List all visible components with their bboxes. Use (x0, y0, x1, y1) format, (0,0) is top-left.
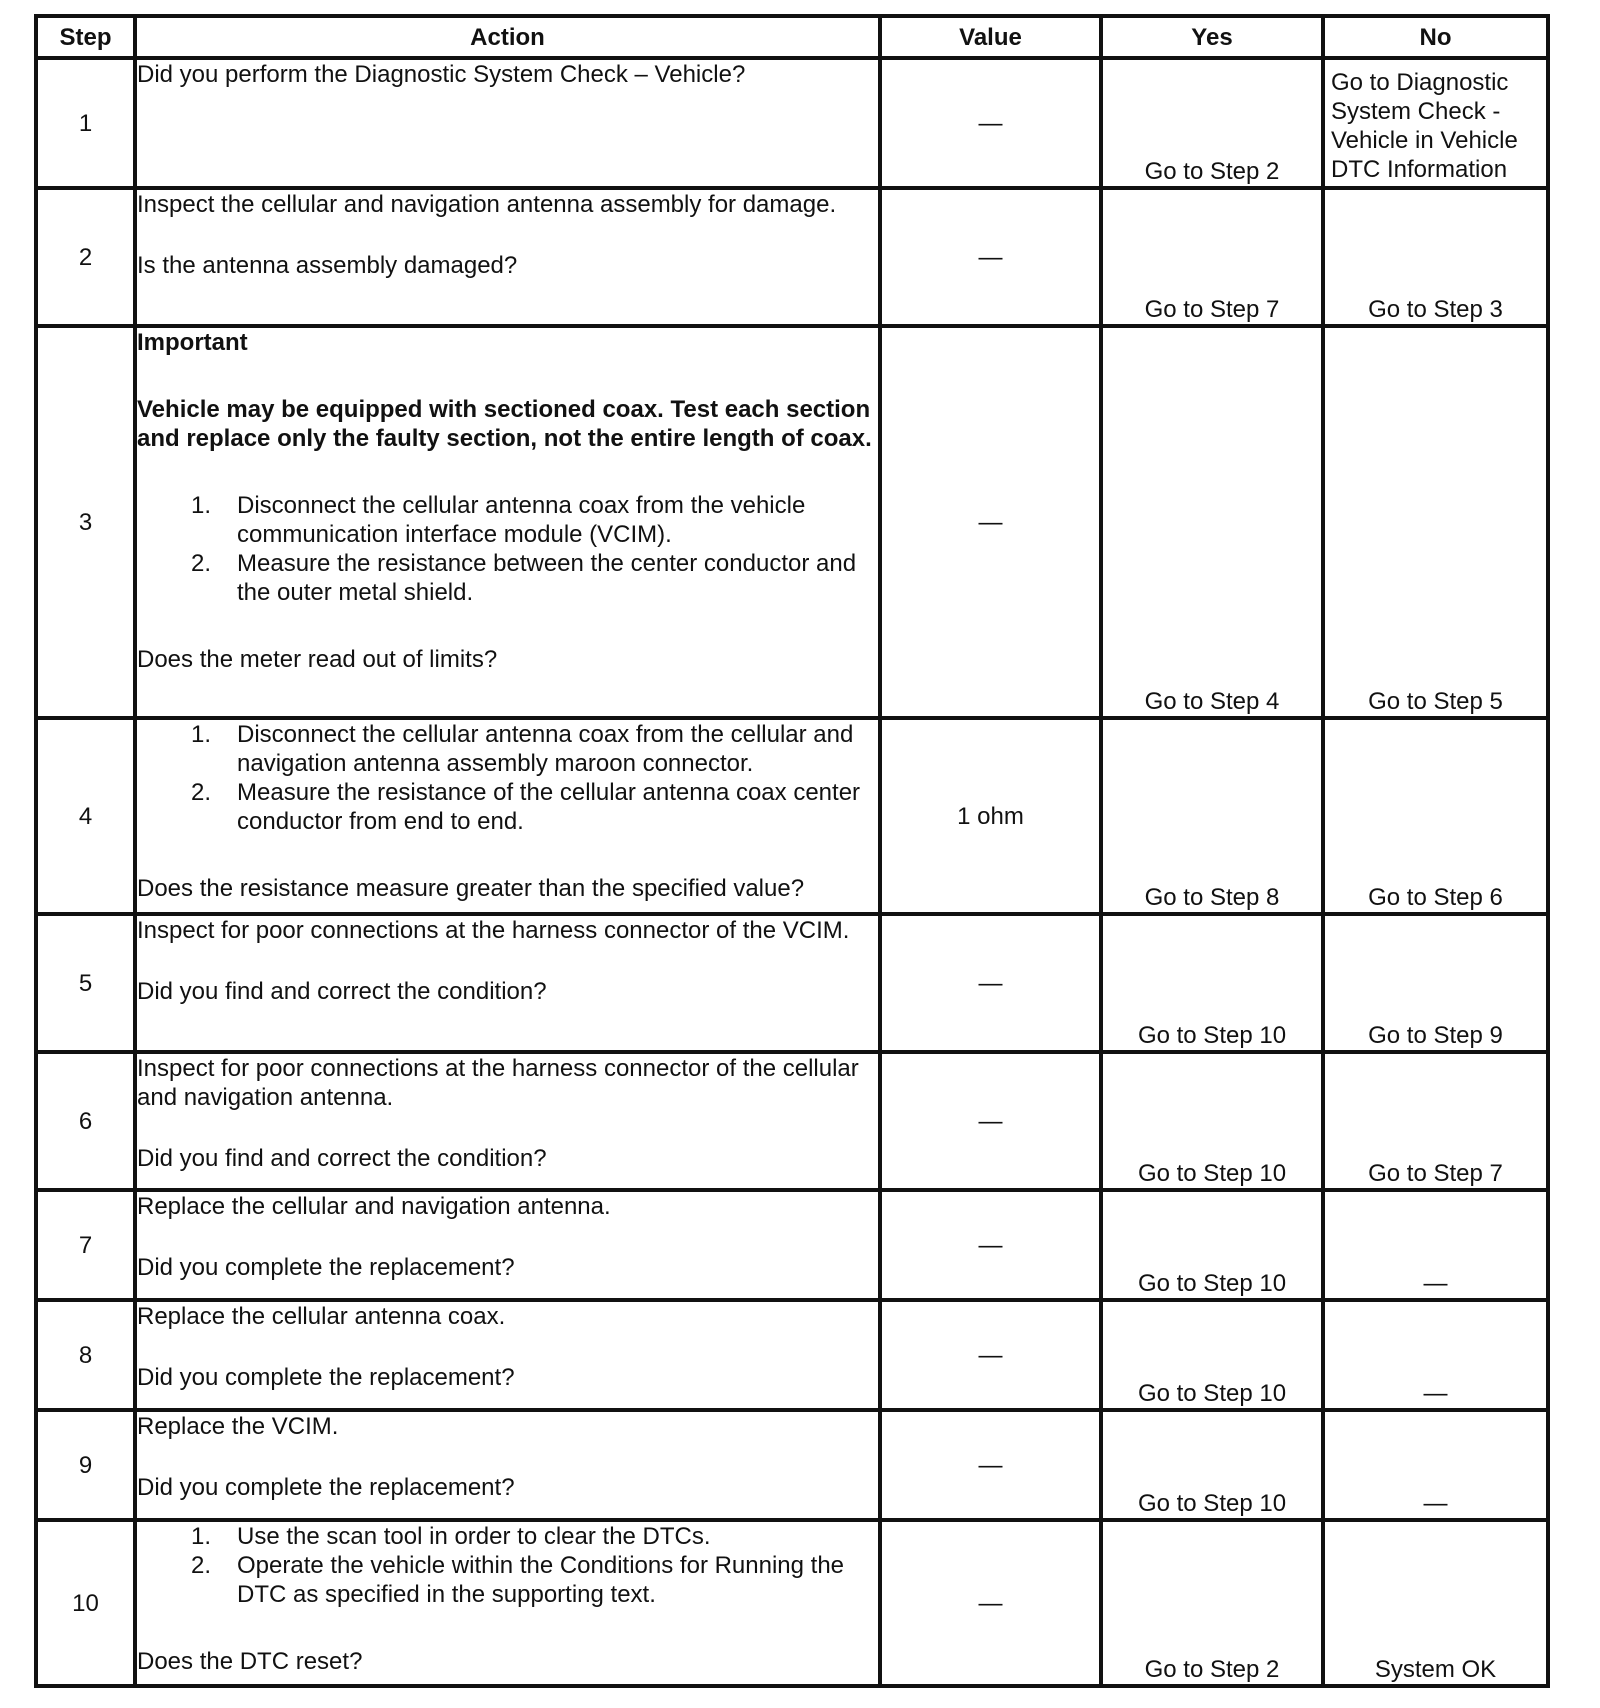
table-header-row (36, 16, 1548, 58)
action-question: Is the antenna assembly damaged? (137, 252, 518, 279)
action-question: Did you complete the replacement? (137, 1364, 515, 1391)
header-no: No (1323, 16, 1548, 58)
no-cell: System OK (1323, 1520, 1548, 1686)
action-text: Inspect for poor connections at the harness connector of the cellular and navigation antenna. (137, 1055, 859, 1111)
table-row (36, 58, 1548, 188)
action-question: Did you find and correct the condition? (137, 978, 547, 1005)
table-row (36, 326, 1548, 718)
header-value: Value (880, 16, 1101, 58)
action-cell (135, 1190, 880, 1300)
no-cell: Go to Step 3 (1323, 188, 1548, 326)
value-cell: — (880, 1410, 1101, 1520)
table-row (36, 1520, 1548, 1686)
table-row (36, 1300, 1548, 1410)
value-cell: — (880, 188, 1101, 326)
action-question: Did you complete the replacement? (137, 1254, 515, 1281)
action-text: Inspect for poor connections at the harness connector of the VCIM. (137, 917, 850, 944)
header-action: Action (135, 16, 880, 58)
important-label: Important (137, 329, 248, 356)
table-row (36, 188, 1548, 326)
action-cell (135, 58, 880, 188)
list-item: 2. Operate the vehicle within the Conditions for Running the DTC as specified in the supporting text. (190, 1552, 845, 1608)
list-item: 2. Measure the resistance of the cellular antenna coax center conductor from end to end. (190, 779, 861, 835)
no-cell: Go to Step 7 (1323, 1052, 1548, 1190)
value-cell: — (880, 1520, 1101, 1686)
header-step: Step (36, 16, 135, 58)
no-cell: Go to Step 9 (1323, 914, 1548, 1052)
step-number: 1 (36, 58, 135, 188)
action-cell (135, 914, 880, 1052)
yes-cell: Go to Step 10 (1101, 1300, 1323, 1410)
yes-cell: Go to Step 10 (1101, 1052, 1323, 1190)
no-cell: — (1323, 1410, 1548, 1520)
table-row (36, 1410, 1548, 1520)
yes-cell: Go to Step 4 (1101, 326, 1323, 718)
header-yes: Yes (1101, 16, 1323, 58)
action-question: Did you complete the replacement? (137, 1474, 515, 1501)
value-cell: 1 ohm (880, 718, 1101, 914)
action-question: Does the resistance measure greater than the specified value? (137, 875, 805, 902)
value-cell: — (880, 1052, 1101, 1190)
step-number: 3 (36, 326, 135, 718)
table-row (36, 1052, 1548, 1190)
value-cell: — (880, 326, 1101, 718)
action-cell (135, 1052, 880, 1190)
step-number: 8 (36, 1300, 135, 1410)
action-cell (135, 188, 880, 326)
list-item: 1. Disconnect the cellular antenna coax from the cellular and navigation antenna assembly maroon connector. (190, 721, 854, 777)
list-item: 2. Measure the resistance between the center conductor and the outer metal shield. (190, 550, 857, 606)
yes-cell: Go to Step 2 (1101, 1520, 1323, 1686)
yes-cell: Go to Step 10 (1101, 914, 1323, 1052)
action-question: Does the DTC reset? (137, 1648, 363, 1675)
step-number: 7 (36, 1190, 135, 1300)
value-cell: — (880, 58, 1101, 188)
action-question: Did you find and correct the condition? (137, 1145, 547, 1172)
action-cell (135, 1410, 880, 1520)
value-cell: — (880, 914, 1101, 1052)
step-number: 9 (36, 1410, 135, 1520)
step-number: 2 (36, 188, 135, 326)
procedure-list (137, 720, 878, 836)
action-text: Did you perform the Diagnostic System Check – Vehicle? (137, 61, 746, 88)
no-cell: Go to Step 5 (1323, 326, 1548, 718)
yes-cell: Go to Step 10 (1101, 1190, 1323, 1300)
action-cell (135, 1300, 880, 1410)
yes-cell: Go to Step 10 (1101, 1410, 1323, 1520)
no-cell: — (1323, 1300, 1548, 1410)
yes-cell: Go to Step 7 (1101, 188, 1323, 326)
step-number: 10 (36, 1520, 135, 1686)
value-cell: — (880, 1190, 1101, 1300)
step-number: 6 (36, 1052, 135, 1190)
list-item: 1. Disconnect the cellular antenna coax from the vehicle communication interface module (VCIM). (190, 492, 806, 548)
procedure-list (137, 491, 878, 607)
no-cell: Go to Diagnostic System Check - Vehicle in Vehicle DTC Information (1323, 58, 1548, 188)
action-cell (135, 326, 880, 718)
action-text: Replace the VCIM. (137, 1413, 339, 1440)
procedure-list (137, 1522, 878, 1609)
table-row (36, 718, 1548, 914)
action-cell (135, 1520, 880, 1686)
diagnostic-steps-table (34, 14, 1550, 1688)
no-cell: — (1323, 1190, 1548, 1300)
yes-cell: Go to Step 2 (1101, 58, 1323, 188)
action-text: Replace the cellular and navigation antenna. (137, 1193, 611, 1220)
step-number: 4 (36, 718, 135, 914)
value-cell: — (880, 1300, 1101, 1410)
action-text: Inspect the cellular and navigation antenna assembly for damage. (137, 191, 837, 218)
table-row (36, 914, 1548, 1052)
step-number: 5 (36, 914, 135, 1052)
action-text: Replace the cellular antenna coax. (137, 1303, 506, 1330)
action-question: Does the meter read out of limits? (137, 646, 498, 673)
action-cell (135, 718, 880, 914)
table-row (36, 1190, 1548, 1300)
important-note: Vehicle may be equipped with sectioned coax. Test each section and replace only the faulty section, not the entire length of coax. (137, 396, 872, 452)
yes-cell: Go to Step 8 (1101, 718, 1323, 914)
list-item: 1. Use the scan tool in order to clear the DTCs. (190, 1523, 711, 1550)
no-cell: Go to Step 6 (1323, 718, 1548, 914)
